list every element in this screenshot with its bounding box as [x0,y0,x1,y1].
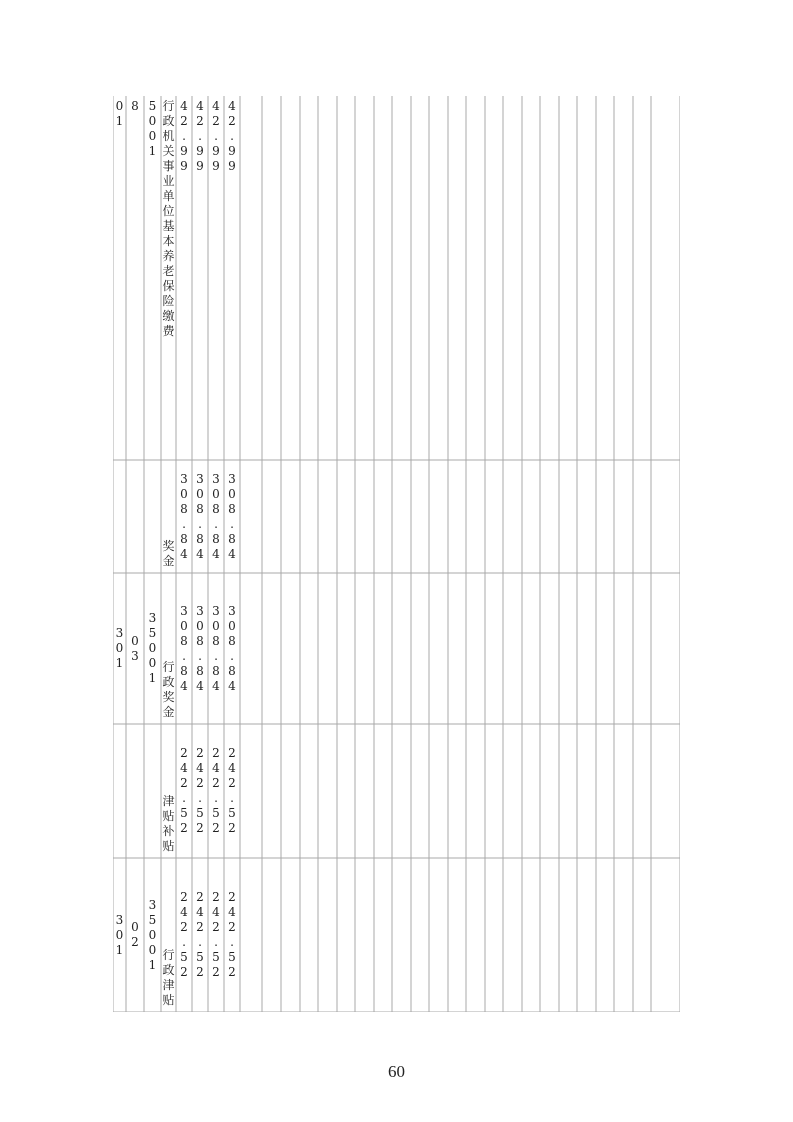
table-cell-total: 3 0 8 . 8 4 [180,603,188,693]
table-cell-amount-c: 2 4 2 . 5 2 [228,746,236,835]
table-cell-subject-item: 8 [131,99,139,113]
table-cell-amount-b: 2 4 2 . 5 2 [212,890,220,979]
table-cell-unit-code: 3 5 0 0 1 [148,897,157,972]
table-cell-subject-item: 0 3 [131,633,139,663]
table-cell-item-name: 奖 金 [162,539,175,568]
table-cell-total: 2 4 2 . 5 2 [180,746,188,835]
table-cell-unit-code: 3 5 0 0 1 [148,611,157,685]
table-cell-subject-item: 0 2 [131,920,139,949]
table-cell-amount-c: 3 0 8 . 8 4 [228,603,236,693]
table-cell-amount-b: 3 0 8 . 8 4 [212,603,220,693]
table-cell-total: 2 4 2 . 5 2 [180,890,188,979]
table-cell-item-name: 行 政 机 关 事 业 单 位 基 本 养 老 保 险 缴 费 [162,99,175,338]
table-cell-amount-b: 3 0 8 . 8 4 [212,471,220,561]
table-cell-item-name: 行 政 奖 金 [162,660,175,719]
table-cell-item-name: 行 政 津 贴 [162,948,175,1007]
table-cell-amount-b: 2 4 2 . 5 2 [212,746,220,835]
page-number: 60 [388,1062,405,1081]
table-cell-amount-b: 4 2 . 9 9 [212,99,220,173]
table-cell-item-name: 津 贴 补 贴 [162,794,175,853]
table-cell-unit-code: 5 0 0 1 [148,99,157,158]
table-cell-subject-class: 3 0 1 [115,912,124,957]
table-cell-subject-class: 0 1 [115,99,124,128]
table-cell-amount-a: 4 2 . 9 9 [196,99,204,173]
table-cell-amount-c: 2 4 2 . 5 2 [228,890,236,979]
table-cell-total: 4 2 . 9 9 [180,99,188,173]
table-cell-amount-a: 3 0 8 . 8 4 [196,603,204,693]
table-cell-amount-a: 2 4 2 . 5 2 [196,746,204,835]
table-cell-amount-c: 4 2 . 9 9 [228,99,236,173]
table-cell-amount-c: 3 0 8 . 8 4 [228,471,236,561]
table-cell-amount-a: 3 0 8 . 8 4 [196,471,204,561]
table-cell-subject-class: 3 0 1 [115,626,124,670]
table-cell-total: 3 0 8 . 8 4 [180,471,188,561]
table-cell-amount-a: 2 4 2 . 5 2 [196,890,204,979]
